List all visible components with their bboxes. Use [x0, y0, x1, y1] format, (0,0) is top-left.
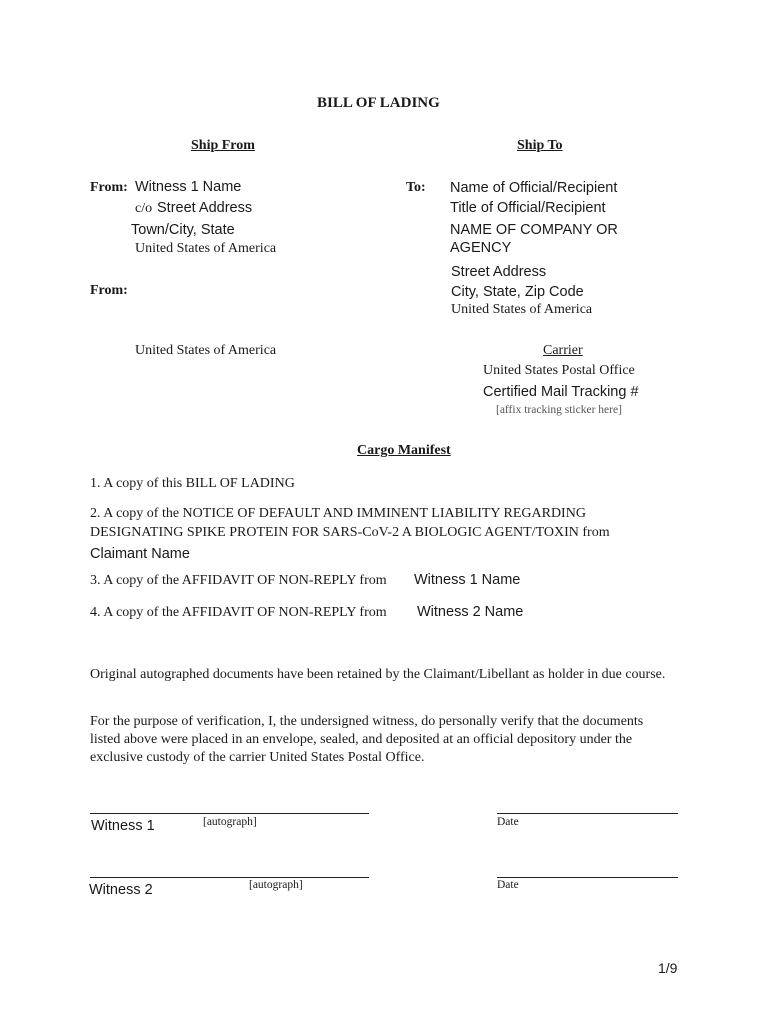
- witness-2-date: Date: [497, 879, 519, 891]
- witness-2-autograph: [autograph]: [249, 879, 303, 891]
- witness-1-signature-line: [90, 813, 369, 814]
- carrier-name: United States Postal Office: [483, 363, 635, 378]
- manifest-item-2-line-2: DESIGNATING SPIKE PROTEIN FOR SARS-CoV-2 A BIOLOGIC AGENT/TOXIN from: [90, 525, 610, 540]
- company-line-1: NAME OF COMPANY OR: [450, 222, 618, 238]
- from-label-2: From:: [90, 283, 128, 298]
- page-number: 1/9: [658, 960, 678, 976]
- manifest-item-1: 1. A copy of this BILL OF LADING: [90, 476, 295, 491]
- manifest-item-4-name: Witness 2 Name: [417, 604, 524, 620]
- retained-statement: Original autographed documents have been retained by the Claimant/Libellant as holder in due course.: [90, 667, 666, 682]
- manifest-heading: Cargo Manifest: [357, 443, 451, 458]
- manifest-item-4: 4. A copy of the AFFIDAVIT OF NON-REPLY from: [90, 605, 387, 620]
- witness-1-label: Witness 1: [91, 818, 155, 834]
- ship-from-heading: Ship From: [191, 138, 255, 153]
- witness-1-autograph: [autograph]: [203, 816, 257, 828]
- verification-statement: For the purpose of verification, I, the undersigned witness, do personally verify that the documents listed above were placed in an envelope, sealed, and deposited at an official depository under the exclusive custody of the carrier United States Postal Office.: [90, 714, 644, 765]
- manifest-item-3-name: Witness 1 Name: [414, 572, 521, 588]
- claimant-name: Claimant Name: [90, 546, 190, 562]
- manifest-item-2-line-1: 2. A copy of the NOTICE OF DEFAULT AND IMMINENT LIABILITY REGARDING: [90, 506, 586, 521]
- witness-1-date-line: [497, 813, 678, 814]
- witness-1-date: Date: [497, 816, 519, 828]
- care-of-prefix: c/o: [135, 201, 153, 216]
- witness-2-date-line: [497, 877, 678, 878]
- from-street: Street Address: [157, 200, 253, 216]
- witness-2-label: Witness 2: [89, 882, 153, 898]
- from-country-2: United States of America: [135, 343, 277, 358]
- to-country: United States of America: [451, 302, 593, 317]
- company-line-2: AGENCY: [450, 240, 512, 256]
- recipient-name: Name of Official/Recipient: [450, 180, 618, 196]
- to-city: City, State, Zip Code: [451, 284, 584, 300]
- witness-name: Witness 1 Name: [135, 179, 242, 195]
- from-label-1: From:: [90, 180, 128, 195]
- to-label: To:: [406, 180, 426, 195]
- document-title: BILL OF LADING: [317, 95, 440, 111]
- recipient-title: Title of Official/Recipient: [450, 200, 606, 216]
- tracking-label: Certified Mail Tracking #: [483, 384, 639, 400]
- from-country-1: United States of America: [135, 241, 277, 256]
- from-town: Town/City, State: [131, 222, 235, 238]
- ship-to-heading: Ship To: [517, 138, 563, 153]
- carrier-heading: Carrier: [543, 343, 583, 358]
- to-street: Street Address: [451, 264, 547, 280]
- sticker-note: [affix tracking sticker here]: [496, 404, 622, 416]
- manifest-item-3: 3. A copy of the AFFIDAVIT OF NON-REPLY from: [90, 573, 387, 588]
- witness-2-signature-line: [90, 877, 369, 878]
